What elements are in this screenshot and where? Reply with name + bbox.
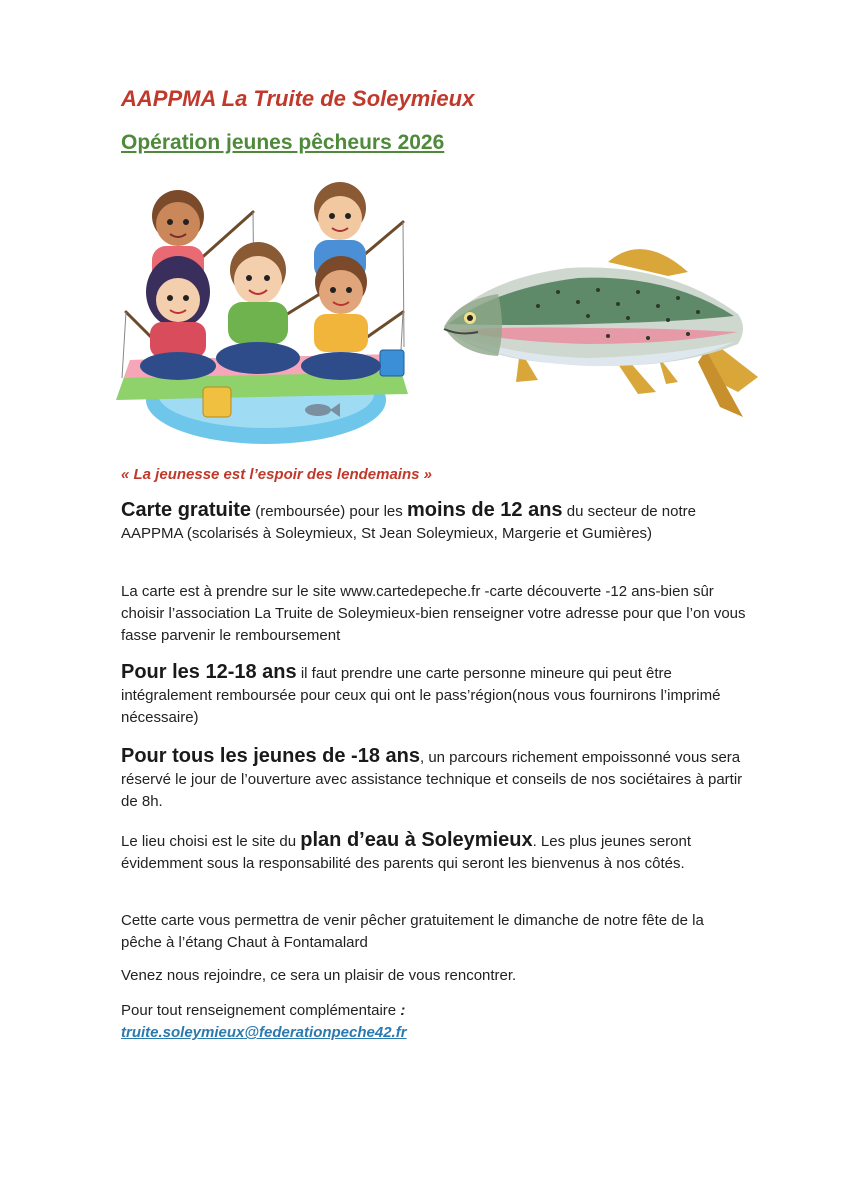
section-contact [121, 1000, 746, 1044]
website-paragraph: La carte est à prendre sur le site www.cartedepeche.fr -carte découverte -12 ans-bien sûr choisir l’association La Truite de Soleymieux-bien renseigner votre adresse pour que l’on vous fasse parvenir le remboursement [121, 583, 746, 644]
location-text-1: Le lieu choisi est le site du [121, 833, 301, 850]
contact-colon: : [400, 1002, 406, 1019]
section-invitation [121, 965, 746, 987]
children-fishing-illustration [108, 182, 413, 447]
section-website [121, 581, 746, 647]
age-12-18-heading: Pour les 12-18 ans [121, 661, 297, 683]
free-card-text-1: (remboursée) pour les [251, 503, 407, 520]
page-subtitle: Opération jeunes pêcheurs 2026 [121, 131, 445, 154]
section-free-card [121, 499, 746, 545]
quote: « La jeunesse est l’espoir des lendemains » [121, 466, 432, 483]
invitation-paragraph: Venez nous rejoindre, ce sera un plaisir de vous rencontrer. [121, 967, 517, 984]
page-title: AAPPMA La Truite de Soleymieux [121, 86, 475, 111]
location-heading: plan d’eau à Soleymieux [300, 829, 533, 851]
contact-label: Pour tout renseignement complémentaire [121, 1002, 401, 1019]
under-18-text: , un parcours richement empoissonné vous sera réservé le jour de l’ouverture avec assistance technique et conseils de nos sociétaires à partir de 8h. [121, 749, 743, 810]
under-18-heading: Pour tous les jeunes de -18 ans [121, 745, 420, 767]
fishing-day-paragraph: Cette carte vous permettra de venir pêcher gratuitement le dimanche de notre fête de la pêche à l’étang Chaut à Fontamalard [121, 912, 704, 951]
under-12-heading: moins de 12 ans [406, 499, 563, 521]
location-text-2: . Les plus jeunes seront évidemment sous la responsabilité des parents qui seront les bienvenus à nos côtés. [121, 833, 692, 872]
section-fishing-day [121, 910, 746, 954]
section-12-18 [121, 661, 746, 729]
section-under-18 [121, 745, 746, 813]
contact-email-link[interactable]: truite.soleymieux@federationpeche42.fr [121, 1024, 407, 1041]
free-card-text-2: du secteur de notre AAPPMA (scolarisés à Soleymieux, St Jean Soleymieux, Margerie et Gumières) [121, 503, 696, 542]
age-12-18-text: il faut prendre une carte personne mineure qui peut être intégralement remboursée pour ceux qui ont le pass’région(nous vous fournirons l’imprimé nécessaire) [121, 665, 721, 726]
rainbow-trout-illustration [438, 232, 758, 427]
free-card-heading: Carte gratuite [121, 499, 252, 521]
section-location [121, 829, 746, 875]
